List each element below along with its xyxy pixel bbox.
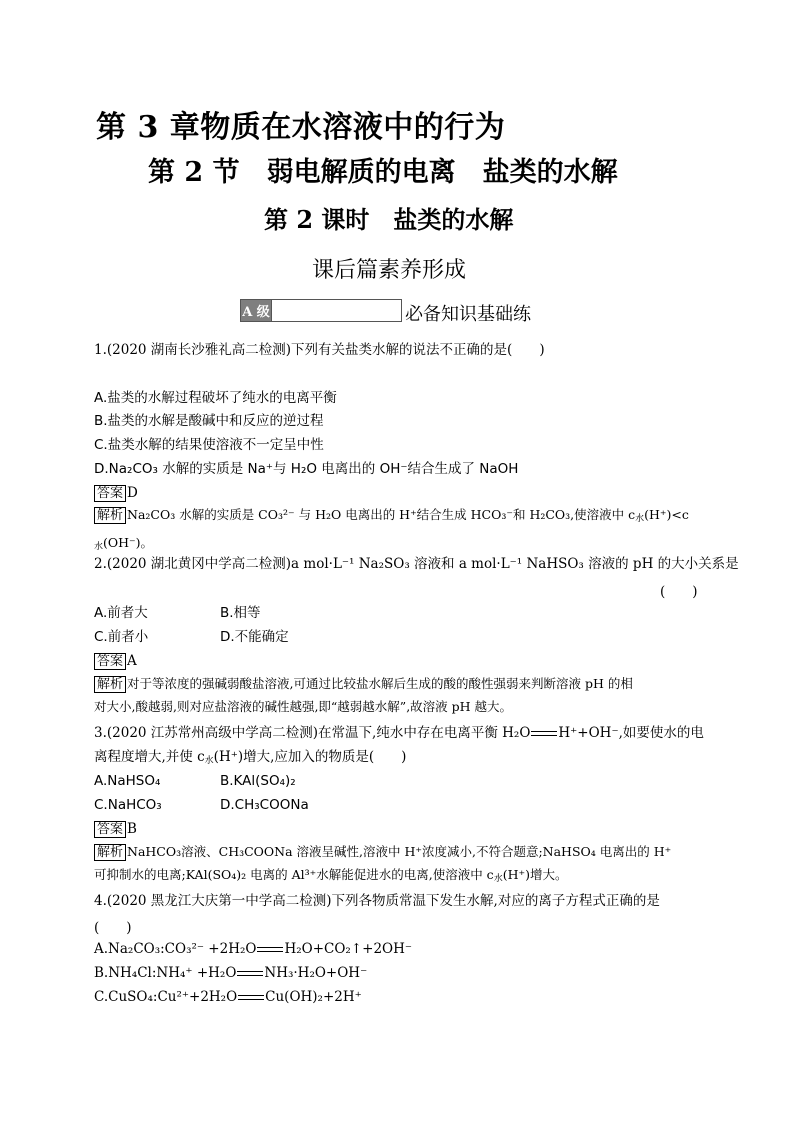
q3-sub-water: 水 xyxy=(204,756,214,766)
q2-answer-row xyxy=(94,652,137,670)
q4-option-c-left: C.CuSO₄:Cu²⁺+2H₂O xyxy=(94,989,238,1005)
q3-analysis-line2a: 可抑制水的电离;KAl(SO₄)₂ 电离的 Al³⁺水解能促进水的电离,使溶液中 c xyxy=(94,867,494,882)
q4-option-a-left: A.Na₂CO₃:CO₃²⁻ +2H₂O xyxy=(94,941,257,957)
q4-option-b-left: B.NH₄Cl:NH₄⁺ +H₂O xyxy=(94,965,237,981)
lesson-title: 第 2 课时 盐类的水解 xyxy=(264,205,514,234)
q4-option-a-right: H₂O+CO₂↑+2OH⁻ xyxy=(284,941,413,957)
q1-analysis xyxy=(94,503,700,559)
q4-stem: 4.(2020 黑龙江大庆第一中学高二检测)下列各物质常温下发生水解,对应的离子方程式正确的是 xyxy=(94,893,660,909)
q3-option-c: C.NaHCO₃ xyxy=(94,797,162,813)
q1-stem: 1.(2020 湖南长沙雅礼高二检测)下列有关盐类水解的说法不正确的是( ) xyxy=(94,342,545,358)
q4-option-c xyxy=(94,988,362,1006)
q3-sub-water-2: 水 xyxy=(493,874,503,884)
q1-sub-water: 水 xyxy=(635,514,645,524)
q3-option-a: A.NaHSO₄ xyxy=(94,773,161,789)
equilibrium-arrow-icon-b xyxy=(237,970,263,978)
level-box xyxy=(272,299,402,322)
q2-paren: ( ) xyxy=(660,584,698,600)
q2-analysis xyxy=(94,672,700,718)
q3-stem-line2 xyxy=(94,748,406,770)
q3-analysis xyxy=(94,840,700,891)
analysis-tag: 解析 xyxy=(94,507,126,524)
q3-option-b: B.KAl(SO₄)₂ xyxy=(220,773,296,789)
analysis-tag-3: 解析 xyxy=(94,844,126,861)
q1-option-d: D.Na₂CO₃ 水解的实质是 Na⁺与 H₂O 电离出的 OH⁻结合生成了 NaOH xyxy=(94,461,519,477)
q3-option-d: D.CH₃COONa xyxy=(220,797,309,813)
level-header xyxy=(240,296,531,325)
chapter-title: 第 3 章物质在水溶液中的行为 xyxy=(96,110,506,145)
q1-analysis-line1: Na₂CO₃ 水解的实质是 CO₃²⁻ 与 H₂O 电离出的 H⁺结合生成 HCO₃⁻和 H₂CO₃,使溶液中 c xyxy=(127,507,636,522)
subtitle: 课后篇素养形成 xyxy=(312,258,467,283)
q4-option-b xyxy=(94,964,367,982)
q4-option-a xyxy=(94,940,412,958)
q2-option-a: A.前者大 xyxy=(94,605,148,621)
q3-stem-part2a: 离程度增大,并使 c xyxy=(94,749,205,765)
answer-tag: 答案 xyxy=(94,485,126,502)
level-label: 必备知识基础练 xyxy=(405,304,531,325)
q4-option-c-right: Cu(OH)₂+2H⁺ xyxy=(265,989,362,1005)
q1-option-c: C.盐类水解的结果使溶液不一定呈中性 xyxy=(94,437,324,453)
q2-analysis-line1: 对于等浓度的强碱弱酸盐溶液,可通过比较盐水解后生成的酸的酸性强弱来判断溶液 pH 的相 xyxy=(127,676,633,691)
q3-answer: B xyxy=(127,821,137,837)
answer-tag-2: 答案 xyxy=(94,653,126,670)
answer-tag-3: 答案 xyxy=(94,821,126,838)
q3-stem-line1 xyxy=(94,724,704,742)
q2-option-c: C.前者小 xyxy=(94,629,149,645)
q1-answer-row xyxy=(94,484,138,502)
q3-stem-part1: 3.(2020 江苏常州高级中学高二检测)在常温下,纯水中存在电离平衡 H₂O xyxy=(94,725,531,741)
section-title: 第 2 节 弱电解质的电离 盐类的水解 xyxy=(148,157,618,188)
q2-option-b: B.相等 xyxy=(220,605,261,621)
level-badge: A 级 xyxy=(240,299,272,322)
q1-analysis-line2: (OH⁻)。 xyxy=(103,535,154,550)
q3-analysis-line2b: (H⁺)增大。 xyxy=(502,867,568,882)
q2-stem: 2.(2020 湖北黄冈中学高二检测)a mol·L⁻¹ Na₂SO₃ 溶液和 a mol·L⁻¹ NaHSO₃ 溶液的 pH 的大小关系是 xyxy=(94,556,739,572)
q1-analysis-line1b: (H⁺)<c xyxy=(644,507,689,522)
q1-option-a: A.盐类的水解过程破坏了纯水的电离平衡 xyxy=(94,390,337,406)
q2-option-d: D.不能确定 xyxy=(220,629,289,645)
equilibrium-arrow-icon-c xyxy=(238,994,264,1002)
q2-analysis-line2: 对大小,酸越弱,则对应盐溶液的碱性越强,即“越弱越水解”,故溶液 pH 越大。 xyxy=(94,699,513,714)
q3-answer-row xyxy=(94,820,137,838)
q3-analysis-line1: NaHCO₃溶液、CH₃COONa 溶液呈碱性,溶液中 H⁺浓度减小,不符合题意;NaHSO₄ 电离出的 H⁺ xyxy=(127,844,672,859)
q3-stem-part1b: H⁺+OH⁻,如要使水的电 xyxy=(558,725,704,741)
q2-answer: A xyxy=(127,653,137,669)
equilibrium-arrow-icon xyxy=(531,730,557,738)
q1-answer: D xyxy=(127,485,138,501)
equilibrium-arrow-icon-a xyxy=(257,946,283,954)
q1-option-b: B.盐类的水解是酸碱中和反应的逆过程 xyxy=(94,413,324,429)
q4-option-b-right: NH₃·H₂O+OH⁻ xyxy=(264,965,368,981)
analysis-tag-2: 解析 xyxy=(94,676,126,693)
q4-paren: ( ) xyxy=(94,920,132,936)
q1-sub-water-2: 水 xyxy=(94,542,104,552)
q3-stem-part2b: (H⁺)增大,应加入的物质是( ) xyxy=(213,749,407,765)
